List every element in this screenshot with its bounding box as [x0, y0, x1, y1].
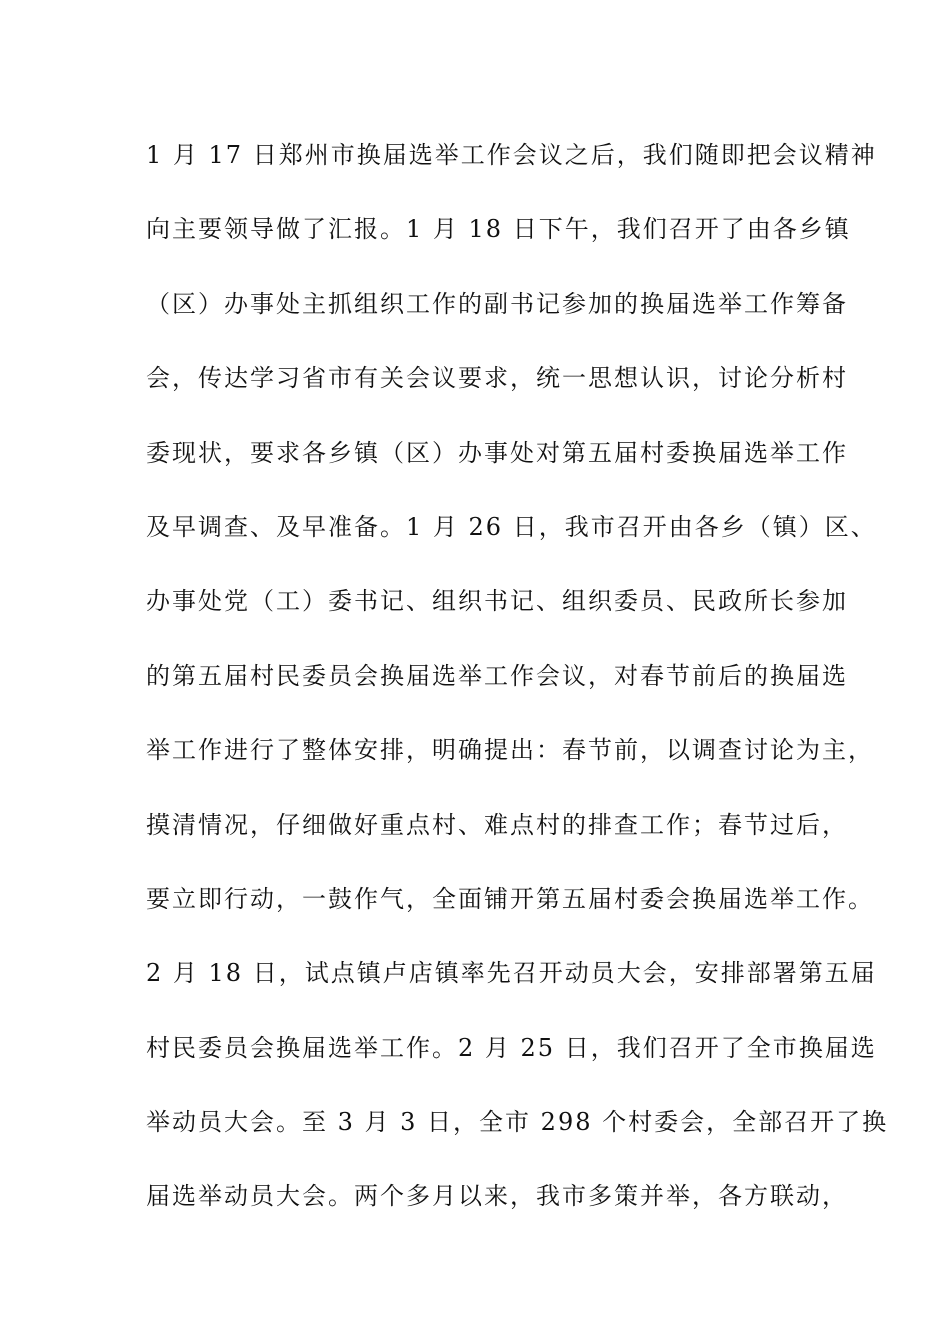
text-line: 摸清情况，仔细做好重点村、难点村的排查工作；春节过后，	[146, 810, 848, 839]
text-line: 1 月 17 日郑州市换届选举工作会议之后，我们随即把会议精神	[146, 141, 877, 169]
text-line: （区）办事处主抓组织工作的副书记参加的换届选举工作筹备	[146, 289, 848, 318]
text-line: 向主要领导做了汇报。1 月 18 日下午，我们召开了由各乡镇	[146, 215, 851, 244]
text-line: 届选举动员大会。两个多月以来，我市多策并举，各方联动，	[146, 1182, 848, 1211]
text-line: 委现状，要求各乡镇（区）办事处对第五届村委换届选举工作	[146, 438, 848, 467]
text-line: 的第五届村民委员会换届选举工作会议，对春节前后的换届选	[146, 661, 848, 690]
text-line: 举工作进行了整体安排，明确提出：春节前，以调查讨论为主，	[146, 736, 874, 765]
text-line: 要立即行动，一鼓作气，全面铺开第五届村委会换届选举工作。	[146, 884, 874, 913]
text-line: 会，传达学习省市有关会议要求，统一思想认识，讨论分析村	[146, 364, 848, 393]
body-text	[146, 135, 889, 1251]
text-line: 举动员大会。至 3 月 3 日，全市 298 个村委会，全部召开了换	[146, 1108, 889, 1137]
text-line: 村民委员会换届选举工作。2 月 25 日，我们召开了全市换届选	[146, 1033, 877, 1062]
text-line: 办事处党（工）委书记、组织书记、组织委员、民政所长参加	[146, 587, 848, 616]
text-line: 及早调查、及早准备。1 月 26 日，我市召开由各乡（镇）区、	[146, 512, 877, 541]
text-line: 2 月 18 日，试点镇卢店镇率先召开动员大会，安排部署第五届	[146, 959, 877, 988]
